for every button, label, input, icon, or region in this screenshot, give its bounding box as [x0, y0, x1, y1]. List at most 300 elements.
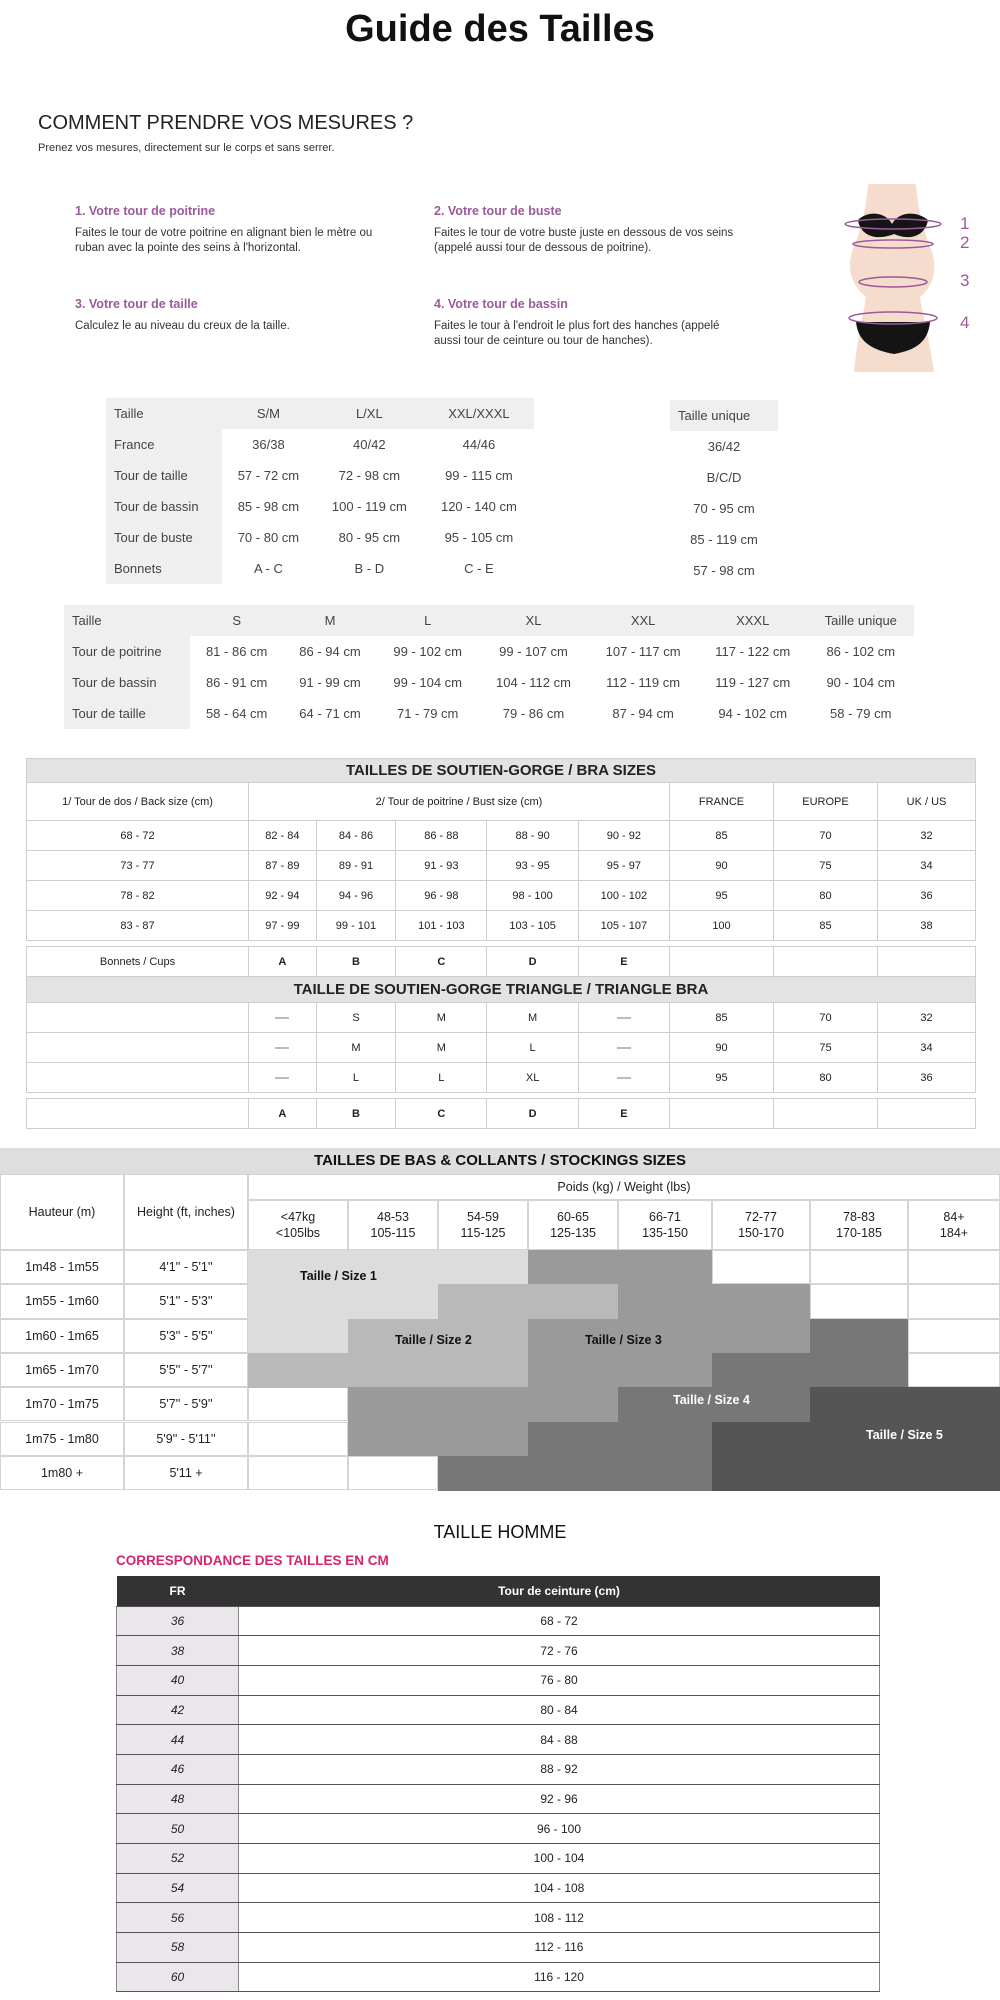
- size-region-3: [348, 1422, 528, 1457]
- weight-cell: [810, 1284, 908, 1318]
- triangle-cell: L: [487, 1033, 578, 1063]
- table-row: [106, 491, 534, 522]
- table-row: [27, 821, 976, 851]
- europe-size: 70: [774, 1003, 878, 1033]
- weight-label: 78-83: [843, 1210, 875, 1224]
- waist-size: 88 - 92: [239, 1754, 880, 1784]
- weight-column: [348, 1200, 438, 1250]
- france-size: 90: [670, 851, 774, 881]
- table-cell: 99 - 115 cm: [445, 468, 513, 483]
- waist-size: 84 - 88: [239, 1725, 880, 1755]
- back-size: 73 - 77: [27, 851, 249, 881]
- col-fr: FR: [117, 1576, 239, 1606]
- col-height-ft: Height (ft, inches): [124, 1174, 248, 1250]
- fr-size: 58: [117, 1933, 239, 1963]
- table-cell: 90 - 104 cm: [826, 675, 896, 690]
- table-row: [117, 1814, 880, 1844]
- step-text: Faites le tour de votre poitrine en alignant bien le mètre ou ruban avec la pointe des seins à l'horizontal.: [75, 227, 373, 254]
- cup-letter: E: [578, 1099, 669, 1129]
- table-row: [27, 1063, 976, 1093]
- howto-intro: Prenez vos mesures, directement sur le corps et sans serrer.: [38, 142, 335, 154]
- table-cell: 86 - 94 cm: [299, 644, 361, 659]
- weight-column: [618, 1200, 712, 1250]
- bust-size: 88 - 90: [487, 821, 578, 851]
- table-cell: 87 - 94 cm: [612, 706, 674, 721]
- triangle-cell: [578, 1063, 669, 1093]
- size-label: Taille / Size 3: [585, 1332, 662, 1347]
- weight-label: 135-150: [642, 1226, 688, 1240]
- weight-column: [438, 1200, 528, 1250]
- back-size: 78 - 82: [27, 881, 249, 911]
- table-header: XXL: [588, 605, 698, 636]
- step-title: 2. Votre tour de buste: [434, 204, 562, 218]
- uk-us-size: 34: [878, 851, 976, 881]
- size-region-2: [438, 1284, 618, 1319]
- size-region-1: [248, 1250, 528, 1285]
- table-cell: 99 - 104 cm: [393, 675, 462, 690]
- howto-heading: COMMENT PRENDRE VOS MESURES ?: [38, 112, 414, 134]
- weight-label: 54-59: [467, 1210, 499, 1224]
- fr-size: 46: [117, 1754, 239, 1784]
- table-cell: B - D: [354, 561, 385, 576]
- table-header: Taille: [64, 605, 190, 636]
- table-row: [27, 1003, 976, 1033]
- size-region-4: [438, 1456, 712, 1491]
- row-label: Bonnets: [106, 553, 222, 584]
- table-row: [27, 1033, 976, 1063]
- table-cell: 40/42: [353, 437, 386, 452]
- size-region-1: [248, 1319, 348, 1354]
- row-label: Tour de taille: [106, 460, 222, 491]
- weight-label: 170-185: [836, 1226, 882, 1240]
- col-height-m: Hauteur (m): [0, 1174, 124, 1250]
- page-title: Guide des Tailles: [345, 8, 655, 50]
- table-row: [117, 1784, 880, 1814]
- table-cell: B/C/D: [670, 462, 778, 493]
- europe-size: 80: [774, 881, 878, 911]
- size-region-3: [528, 1353, 712, 1388]
- table-cell: C - E: [464, 561, 494, 576]
- height-m: 1m75 - 1m80: [0, 1422, 124, 1456]
- weight-label: 150-170: [738, 1226, 784, 1240]
- weight-label: <105lbs: [275, 1226, 321, 1240]
- fr-size: 56: [117, 1903, 239, 1933]
- size-label: Taille / Size 1: [300, 1269, 377, 1283]
- table-cell: 72 - 98 cm: [338, 468, 401, 483]
- table-cell: 57 - 98 cm: [670, 555, 778, 586]
- size-label: Taille / Size 4: [673, 1393, 750, 1408]
- bust-size: 90 - 92: [578, 821, 669, 851]
- col-europe: EUROPE: [774, 783, 878, 821]
- height-ft: 4'1'' - 5'1'': [124, 1250, 248, 1284]
- size-region-3: [528, 1319, 810, 1354]
- table-cell: 117 - 122 cm: [715, 644, 791, 659]
- weight-label: 184+: [939, 1226, 969, 1240]
- weight-cell: [248, 1456, 348, 1490]
- cup-letter: C: [396, 947, 487, 977]
- weight-label: <47kg: [280, 1210, 316, 1224]
- france-size: 95: [670, 1063, 774, 1093]
- col-uk-us: UK / US: [878, 783, 976, 821]
- fr-size: 52: [117, 1844, 239, 1874]
- size-region-2: [248, 1353, 528, 1388]
- waist-size: 80 - 84: [239, 1695, 880, 1725]
- bust-size: 94 - 96: [316, 881, 396, 911]
- table-header: XXL/XXXL: [424, 398, 534, 429]
- table-cell: 81 - 86 cm: [205, 644, 268, 659]
- bust-size: 93 - 95: [487, 851, 578, 881]
- table-row: [117, 1903, 880, 1933]
- bust-size: 82 - 84: [249, 821, 317, 851]
- row-label: Tour de bassin: [106, 491, 222, 522]
- waist-size: 92 - 96: [239, 1784, 880, 1814]
- fr-size: 40: [117, 1665, 239, 1695]
- uk-us-size: 32: [878, 1003, 976, 1033]
- fr-size: 48: [117, 1784, 239, 1814]
- body-measure-illustration: [838, 182, 958, 372]
- bust-size: 96 - 98: [396, 881, 487, 911]
- table-cell: 57 - 72 cm: [237, 468, 300, 483]
- height-ft: 5'1'' - 5'3'': [124, 1284, 248, 1318]
- table-row: [117, 1606, 880, 1636]
- step-title: 1. Votre tour de poitrine: [75, 204, 216, 218]
- fr-size: 60: [117, 1962, 239, 1992]
- cup-letter: C: [396, 1099, 487, 1129]
- size-region-4: [810, 1319, 908, 1354]
- table-row: [117, 1933, 880, 1963]
- triangle-cell: [249, 1003, 317, 1033]
- cups-row: [27, 947, 976, 977]
- weight-label: 66-71: [649, 1210, 681, 1224]
- table-row: [27, 881, 976, 911]
- fr-size: 38: [117, 1636, 239, 1666]
- height-m: 1m48 - 1m55: [0, 1250, 124, 1284]
- europe-size: 80: [774, 1063, 878, 1093]
- table-row: [106, 522, 534, 553]
- uk-us-size: 38: [878, 911, 976, 941]
- step-title: 3. Votre tour de taille: [75, 297, 198, 311]
- weight-label: 125-135: [550, 1226, 596, 1240]
- triangle-cell: [578, 1033, 669, 1063]
- triangle-cell: M: [396, 1033, 487, 1063]
- table-cell: 70 - 80 cm: [237, 530, 300, 545]
- triangle-cell: M: [396, 1003, 487, 1033]
- table-row: [117, 1725, 880, 1755]
- homme-size-table: [116, 1576, 880, 1992]
- weight-cell: [908, 1284, 1000, 1318]
- fr-size: 50: [117, 1814, 239, 1844]
- row-label: France: [106, 429, 222, 460]
- bust-size: 91 - 93: [396, 851, 487, 881]
- table-cell: 99 - 107 cm: [499, 644, 568, 659]
- figure-number: 1: [960, 214, 970, 233]
- table-row: [117, 1695, 880, 1725]
- table-row: [64, 698, 914, 729]
- france-size: 85: [670, 1003, 774, 1033]
- size-region-1: [248, 1284, 438, 1319]
- size-table-sm-xxxl: [106, 398, 534, 584]
- table-cell: 71 - 79 cm: [396, 706, 459, 721]
- weight-cell: [712, 1250, 810, 1284]
- fr-size: 44: [117, 1725, 239, 1755]
- row-label: Tour de buste: [106, 522, 222, 553]
- bust-size: 95 - 97: [578, 851, 669, 881]
- cup-letter: D: [487, 1099, 578, 1129]
- table-cell: 112 - 119 cm: [606, 675, 681, 690]
- weight-column: [248, 1200, 348, 1250]
- step-text: Faites le tour de votre buste juste en dessous de vos seins (appelé aussi tour de dessous de poitrine).: [434, 227, 734, 254]
- table-cell: 107 - 117 cm: [605, 644, 681, 659]
- size-table-s-xxxl: [64, 605, 914, 729]
- size-region-3: [618, 1284, 810, 1319]
- weight-label: 48-53: [377, 1210, 409, 1224]
- waist-size: 116 - 120: [239, 1962, 880, 1992]
- size-region-4: [528, 1422, 712, 1457]
- weight-cell: [908, 1250, 1000, 1284]
- weight-column: [712, 1200, 810, 1250]
- waist-size: 68 - 72: [239, 1606, 880, 1636]
- cup-letter: A: [249, 947, 317, 977]
- table-header: Taille unique: [808, 605, 914, 636]
- triangle-cell: [249, 1063, 317, 1093]
- size-label: Taille / Size 5: [866, 1427, 943, 1442]
- table-cell: 86 - 102 cm: [826, 644, 896, 659]
- height-ft: 5'3'' - 5'5'': [124, 1319, 248, 1353]
- step-text: Calculez le au niveau du creux de la taille.: [75, 320, 290, 332]
- weight-label: 72-77: [745, 1210, 777, 1224]
- empty-dash: [275, 1047, 289, 1049]
- col-waist: Tour de ceinture (cm): [239, 1576, 880, 1606]
- size-region-3: [528, 1250, 712, 1285]
- table-header: S: [190, 605, 283, 636]
- height-m: 1m65 - 1m70: [0, 1353, 124, 1387]
- table-header: S/M: [222, 398, 315, 429]
- bust-size: 105 - 107: [578, 911, 669, 941]
- waist-size: 112 - 116: [239, 1933, 880, 1963]
- table-cell: 36/38: [252, 437, 285, 452]
- bust-size: 92 - 94: [249, 881, 317, 911]
- waist-size: 76 - 80: [239, 1665, 880, 1695]
- uk-us-size: 36: [878, 1063, 976, 1093]
- back-size: 68 - 72: [27, 821, 249, 851]
- table-cell: 95 - 105 cm: [444, 530, 514, 545]
- table-row: [117, 1754, 880, 1784]
- waist-size: 104 - 108: [239, 1873, 880, 1903]
- empty-dash: [617, 1047, 631, 1049]
- waist-size: 72 - 76: [239, 1636, 880, 1666]
- empty-dash: [275, 1077, 289, 1079]
- bust-size: 97 - 99: [249, 911, 317, 941]
- weight-header: Poids (kg) / Weight (lbs): [248, 1174, 1000, 1200]
- weight-label: 60-65: [557, 1210, 589, 1224]
- triangle-cell: S: [316, 1003, 396, 1033]
- bra-size-table: [26, 758, 976, 1129]
- weight-cell: [810, 1250, 908, 1284]
- triangle-cell: M: [487, 1003, 578, 1033]
- fr-size: 42: [117, 1695, 239, 1725]
- empty-dash: [617, 1077, 631, 1079]
- fr-size: 54: [117, 1873, 239, 1903]
- weight-label: 115-125: [460, 1226, 506, 1240]
- weight-cell: [248, 1387, 348, 1421]
- row-label: Tour de bassin: [64, 667, 190, 698]
- table-cell: 64 - 71 cm: [299, 706, 361, 721]
- figure-number: 4: [960, 313, 970, 332]
- row-label: Tour de taille: [64, 698, 190, 729]
- figure-number: 3: [960, 271, 970, 290]
- fr-size: 36: [117, 1606, 239, 1636]
- table-row: [27, 851, 976, 881]
- table-cell: 58 - 79 cm: [830, 706, 892, 721]
- height-m: 1m60 - 1m65: [0, 1319, 124, 1353]
- size-region-3: [348, 1387, 618, 1422]
- cup-letter: E: [578, 947, 669, 977]
- table-row: [27, 911, 976, 941]
- weight-column: [810, 1200, 908, 1250]
- empty-dash: [617, 1017, 631, 1019]
- table-row: [106, 429, 534, 460]
- triangle-cell: [578, 1003, 669, 1033]
- triangle-cell: L: [396, 1063, 487, 1093]
- europe-size: 75: [774, 1033, 878, 1063]
- col-france: FRANCE: [670, 783, 774, 821]
- cup-letter: B: [316, 947, 396, 977]
- waist-size: 108 - 112: [239, 1903, 880, 1933]
- homme-subtitle: CORRESPONDANCE DES TAILLES EN CM: [116, 1553, 389, 1568]
- size-region-4: [712, 1353, 908, 1388]
- weight-cell: [908, 1353, 1000, 1387]
- bust-size: 100 - 102: [578, 881, 669, 911]
- france-size: 100: [670, 911, 774, 941]
- cups-label: Bonnets / Cups: [27, 947, 249, 977]
- height-ft: 5'7'' - 5'9'': [124, 1387, 248, 1421]
- stockings-title: TAILLES DE BAS & COLLANTS / STOCKINGS SIZES: [0, 1148, 1000, 1174]
- cup-letter: A: [249, 1099, 317, 1129]
- weight-cell: [348, 1456, 438, 1490]
- table-cell: 94 - 102 cm: [718, 706, 788, 721]
- bust-size: 99 - 101: [316, 911, 396, 941]
- table-cell: 36/42: [670, 431, 778, 462]
- step-text: Faites le tour à l'endroit le plus fort des hanches (appelé aussi tour de ceinture ou tour de hanches).: [434, 320, 720, 347]
- triangle-title: TAILLE DE SOUTIEN-GORGE TRIANGLE / TRIANGLE BRA: [27, 977, 976, 1003]
- height-ft: 5'5'' - 5'7'': [124, 1353, 248, 1387]
- size-region-5: [712, 1456, 1000, 1491]
- table-cell: 120 - 140 cm: [440, 499, 517, 514]
- weight-column: [908, 1200, 1000, 1250]
- height-ft: 5'9'' - 5'11'': [124, 1422, 248, 1456]
- height-m: 1m55 - 1m60: [0, 1284, 124, 1318]
- height-m: 1m70 - 1m75: [0, 1387, 124, 1421]
- europe-size: 75: [774, 851, 878, 881]
- bust-size: 86 - 88: [396, 821, 487, 851]
- size-region-5: [810, 1387, 1000, 1422]
- france-size: 90: [670, 1033, 774, 1063]
- stockings-size-chart: [0, 1174, 1000, 1490]
- size-table-unique: [670, 400, 778, 586]
- table-cell: 58 - 64 cm: [205, 706, 268, 721]
- table-header: M: [283, 605, 376, 636]
- step-title: 4. Votre tour de bassin: [434, 297, 568, 311]
- weight-cell: [908, 1319, 1000, 1353]
- col-bust-size: 2/ Tour de poitrine / Bust size (cm): [249, 783, 670, 821]
- table-row: [106, 460, 534, 491]
- bra-title: TAILLES DE SOUTIEN-GORGE / BRA SIZES: [27, 759, 976, 783]
- weight-label: 105-115: [370, 1226, 416, 1240]
- step-4: [434, 297, 734, 349]
- col-back-size: 1/ Tour de dos / Back size (cm): [27, 783, 249, 821]
- cup-letter: D: [487, 947, 578, 977]
- table-cell: 85 - 119 cm: [670, 524, 778, 555]
- table-header: L: [377, 605, 479, 636]
- table-header: Taille: [106, 398, 222, 429]
- table-cell: 86 - 91 cm: [205, 675, 268, 690]
- uk-us-size: 32: [878, 821, 976, 851]
- table-header: Taille unique: [670, 400, 778, 431]
- weight-label: 84+: [943, 1210, 965, 1224]
- waist-size: 96 - 100: [239, 1814, 880, 1844]
- triangle-cell: M: [316, 1033, 396, 1063]
- figure-number: 2: [960, 233, 970, 252]
- europe-size: 70: [774, 821, 878, 851]
- table-cell: 119 - 127 cm: [715, 675, 791, 690]
- table-cell: 104 - 112 cm: [496, 675, 571, 690]
- table-header: XL: [479, 605, 589, 636]
- table-row: [117, 1636, 880, 1666]
- table-cell: A - C: [253, 561, 283, 576]
- table-cell: 85 - 98 cm: [237, 499, 300, 514]
- size-label: Taille / Size 2: [395, 1332, 472, 1347]
- bust-size: 98 - 100: [487, 881, 578, 911]
- back-size: 83 - 87: [27, 911, 249, 941]
- bust-size: 84 - 86: [316, 821, 396, 851]
- height-ft: 5'11 +: [124, 1456, 248, 1490]
- table-cell: 70 - 95 cm: [670, 493, 778, 524]
- triangle-cell: L: [316, 1063, 396, 1093]
- france-size: 95: [670, 881, 774, 911]
- table-row: [64, 667, 914, 698]
- europe-size: 85: [774, 911, 878, 941]
- uk-us-size: 36: [878, 881, 976, 911]
- step-1: [75, 204, 375, 256]
- bust-size: 101 - 103: [396, 911, 487, 941]
- table-cell: 100 - 119 cm: [331, 499, 407, 514]
- bust-size: 103 - 105: [487, 911, 578, 941]
- size-region-5: [712, 1422, 1000, 1457]
- table-row: [106, 553, 534, 584]
- table-cell: 99 - 102 cm: [393, 644, 462, 659]
- step-2: [434, 204, 734, 256]
- table-header: XXXL: [698, 605, 808, 636]
- height-m: 1m80 +: [0, 1456, 124, 1490]
- triangle-cell: XL: [487, 1063, 578, 1093]
- step-3: [75, 297, 375, 334]
- table-row: [64, 636, 914, 667]
- waist-size: 100 - 104: [239, 1844, 880, 1874]
- cup-letter: B: [316, 1099, 396, 1129]
- table-row: [117, 1844, 880, 1874]
- triangle-cell: [249, 1033, 317, 1063]
- weight-column: [528, 1200, 618, 1250]
- row-label: Tour de poitrine: [64, 636, 190, 667]
- bust-size: 87 - 89: [249, 851, 317, 881]
- table-cell: 79 - 86 cm: [502, 706, 565, 721]
- table-header: L/XL: [315, 398, 424, 429]
- cups-row: [27, 1099, 976, 1129]
- table-cell: 44/46: [462, 437, 496, 452]
- france-size: 85: [670, 821, 774, 851]
- table-row: [117, 1873, 880, 1903]
- table-cell: 91 - 99 cm: [299, 675, 361, 690]
